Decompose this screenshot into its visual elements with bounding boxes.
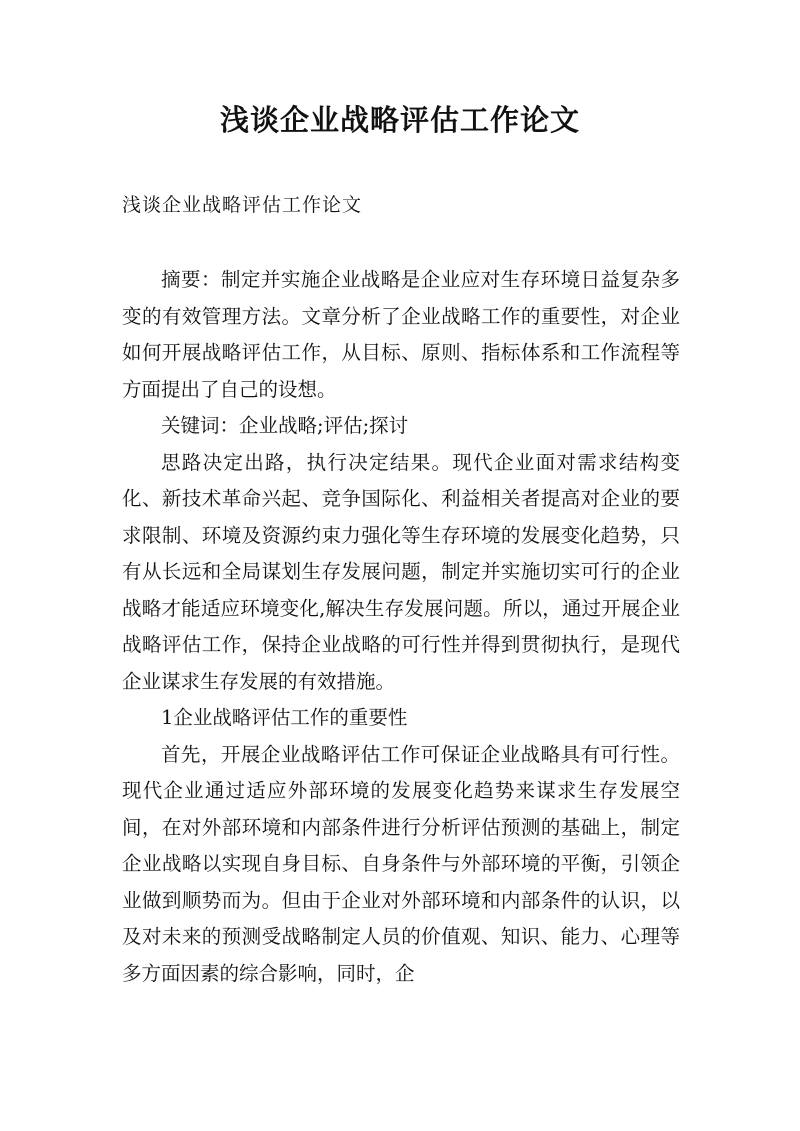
intro-paragraph: 思路决定出路，执行决定结果。现代企业面对需求结构变化、新技术革命兴起、竞争国际化、利益相关者提高对企业的要求限制、环境及资源约束力强化等生存环境的发展变化趋势，只有从长远和全局谋划生存发展问题，制定并实施切实可行的企业战略才能适应环境变化,解决生存发展问题。所以，通过开展企业战略评估工作，保持企业战略的可行性并得到贯彻执行，是现代企业谋求生存发展的有效措施。 <box>122 450 680 693</box>
document-title: 浅谈企业战略评估工作论文 <box>219 103 580 137</box>
section-paragraph: 首先，开展企业战略评估工作可保证企业战略具有可行性。现代企业通过适应外部环境的发展变化趋势来谋求生存发展空间，在对外部环境和内部条件进行分析评估预测的基础上，制定企业战略以实现自身目标、自身条件与外部环境的平衡，引领企业做到顺势而为。但由于企业对外部环境和内部条件的认识，以及对未来的预测受战略制定人员的价值观、知识、能力、心理等多方面因素的综合影响，同时，企 <box>122 742 680 985</box>
abstract-paragraph: 摘要：制定并实施企业战略是企业应对生存环境日益复杂多变的有效管理方法。文章分析了企业战略工作的重要性，对企业如何开展战略评估工作，从目标、原则、指标体系和工作流程等方面提出了自己的设想。 <box>122 268 680 401</box>
section-heading: 1企业战略评估工作的重要性 <box>161 706 408 729</box>
keywords-paragraph: 关键词：企业战略;评估;探讨 <box>161 414 409 437</box>
document-body <box>122 262 680 992</box>
document-subtitle: 浅谈企业战略评估工作论文 <box>122 194 363 216</box>
